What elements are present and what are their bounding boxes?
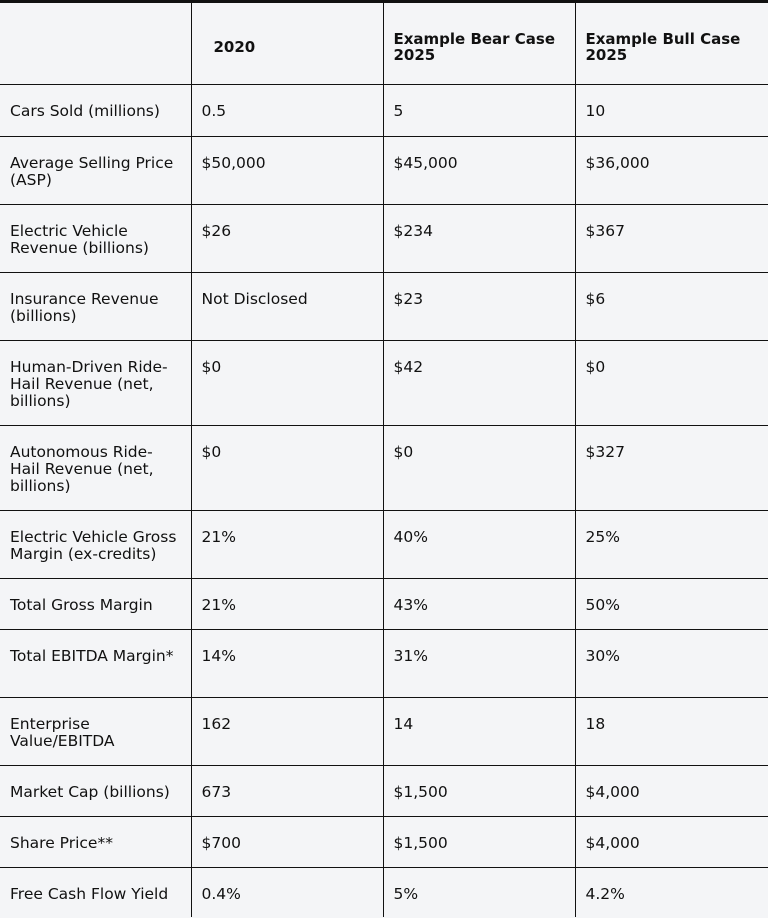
cell-2020: 21% [191,511,383,579]
cell-bear: $45,000 [383,137,575,205]
cell-bull: $327 [575,426,768,511]
table-row [0,630,768,698]
row-label: Market Cap (billions) [0,766,191,817]
cell-bear: $42 [383,341,575,426]
row-label: Average Selling Price (ASP) [0,137,191,205]
cell-bear: 40% [383,511,575,579]
row-label: Autonomous Ride-Hail Revenue (net, billions) [0,426,191,511]
header-2020: 2020 [191,3,383,85]
cell-bull: $0 [575,341,768,426]
table-row [0,868,768,917]
valuation-table [0,2,768,917]
cell-bull: $6 [575,273,768,341]
cell-2020: 14% [191,630,383,698]
table-row [0,85,768,137]
table-row [0,766,768,817]
cell-2020: $26 [191,205,383,273]
cell-bear: 43% [383,579,575,630]
row-label: Electric Vehicle Gross Margin (ex-credits) [0,511,191,579]
table-row [0,698,768,766]
cell-2020: Not Disclosed [191,273,383,341]
cell-bull: 10 [575,85,768,137]
table-row [0,137,768,205]
table-row [0,579,768,630]
cell-bull: $4,000 [575,817,768,868]
table-row [0,341,768,426]
header-bear-case-2025: Example Bear Case 2025 [383,3,575,85]
cell-bear: $0 [383,426,575,511]
cell-2020: 0.4% [191,868,383,917]
cell-2020: $0 [191,341,383,426]
row-label: Total EBITDA Margin* [0,630,191,698]
table-row [0,511,768,579]
row-label: Share Price** [0,817,191,868]
cell-2020: 162 [191,698,383,766]
cell-bull: $36,000 [575,137,768,205]
row-label: Total Gross Margin [0,579,191,630]
cell-2020: $50,000 [191,137,383,205]
cell-bear: 5% [383,868,575,917]
cell-bull: $367 [575,205,768,273]
cell-bull: $4,000 [575,766,768,817]
cell-bull: 18 [575,698,768,766]
row-label: Free Cash Flow Yield [0,868,191,917]
table-row [0,817,768,868]
cell-bear: 31% [383,630,575,698]
header-bull-case-2025: Example Bull Case 2025 [575,3,768,85]
cell-bear: $23 [383,273,575,341]
cell-bull: 30% [575,630,768,698]
row-label: Human-Driven Ride-Hail Revenue (net, billions) [0,341,191,426]
cell-bull: 50% [575,579,768,630]
cell-bear: 14 [383,698,575,766]
cell-bull: 4.2% [575,868,768,917]
row-label: Electric Vehicle Revenue (billions) [0,205,191,273]
cell-bear: $1,500 [383,817,575,868]
cell-2020: 21% [191,579,383,630]
cell-bear: $234 [383,205,575,273]
cell-bear: $1,500 [383,766,575,817]
row-label: Enterprise Value/EBITDA [0,698,191,766]
table-row [0,273,768,341]
cell-2020: $0 [191,426,383,511]
table-header-row [0,3,768,85]
cell-2020: 0.5 [191,85,383,137]
cell-2020: $700 [191,817,383,868]
table-row [0,426,768,511]
row-label: Cars Sold (millions) [0,85,191,137]
cell-2020: 673 [191,766,383,817]
row-label: Insurance Revenue (billions) [0,273,191,341]
cell-bear: 5 [383,85,575,137]
cell-bull: 25% [575,511,768,579]
table-row [0,205,768,273]
header-empty-cell [0,3,191,85]
